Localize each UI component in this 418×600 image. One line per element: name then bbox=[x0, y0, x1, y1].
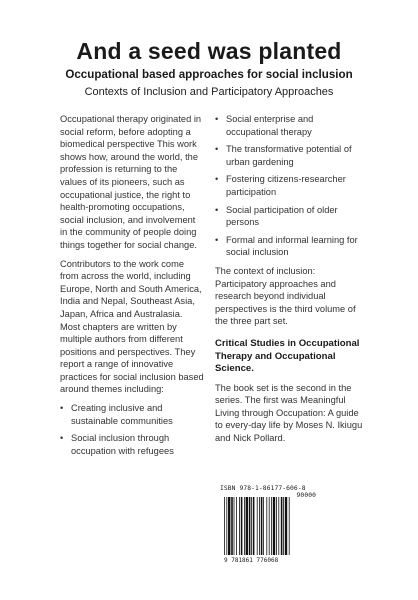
barcode-bar bbox=[224, 497, 225, 555]
list-item: • Social participation of older persons bbox=[215, 204, 363, 229]
barcode-bar bbox=[263, 497, 264, 555]
barcode-bar bbox=[276, 497, 277, 555]
series-paragraph: The book set is the second in the series. The first was Meaningful Living through Occupation: A guide to every-day life by Moses N. Ikiugu and Nick Pollard. bbox=[215, 382, 363, 444]
list-item: • The transformative potential of urban gardening bbox=[215, 143, 363, 168]
barcode-bar bbox=[246, 497, 248, 555]
barcode-bar bbox=[228, 497, 230, 555]
left-column bbox=[60, 113, 205, 463]
volume-subtitle: Contexts of Inclusion and Participatory Approaches bbox=[84, 86, 334, 98]
barcode-bar bbox=[244, 497, 245, 555]
list-item: • Creating inclusive and sustainable communities bbox=[60, 402, 205, 427]
barcode-bar bbox=[285, 497, 287, 555]
barcode-graphic bbox=[223, 497, 318, 555]
book-title: And a seed was planted bbox=[76, 38, 342, 64]
themes-list-right bbox=[215, 113, 363, 259]
list-item: • Social enterprise and occupational therapy bbox=[215, 113, 363, 138]
barcode-bar bbox=[289, 497, 290, 555]
price-code: 90000 bbox=[296, 492, 316, 499]
barcode-bar bbox=[271, 497, 272, 555]
barcode-bar bbox=[234, 497, 235, 555]
series-heading: Critical Studies in Occupational Therapy and Occupational Science. bbox=[215, 337, 360, 375]
barcode-bar bbox=[231, 497, 233, 555]
barcode-bar bbox=[269, 497, 270, 555]
barcode-bar bbox=[257, 497, 258, 555]
themes-list-left bbox=[60, 402, 205, 457]
barcode-bar bbox=[241, 497, 243, 555]
book-subtitle: Occupational based approaches for social inclusion bbox=[65, 68, 353, 81]
barcode-bar bbox=[261, 497, 263, 555]
barcode-bar bbox=[283, 497, 284, 555]
barcode-digits: 9 781861 776068 bbox=[224, 557, 279, 564]
barcode-bar bbox=[278, 497, 279, 555]
barcode-bar bbox=[273, 497, 275, 555]
right-column bbox=[215, 113, 363, 451]
list-item: • Social inclusion through occupation with refugees bbox=[60, 432, 205, 457]
barcode-bar bbox=[249, 497, 251, 555]
context-paragraph: The context of inclusion: Participatory approaches and research beyond individual perspectives is the third volume of the three part set. bbox=[215, 265, 356, 327]
barcode-bar bbox=[239, 497, 240, 555]
barcode-bar bbox=[266, 497, 267, 555]
barcode-bar bbox=[236, 497, 237, 555]
barcode-bar bbox=[259, 497, 260, 555]
barcode-bar bbox=[226, 497, 227, 555]
intro-paragraph: Occupational therapy originated in social reform, before adopting a biomedical perspective This work shows how, around the world, the profession is returning to the values of its pioneers, such as occupational justice, the right to health-promoting occupations, social inclusion, and involvement in the community of people doing things together for social change. bbox=[60, 114, 202, 250]
barcode-bar bbox=[251, 497, 252, 555]
isbn-number: ISBN 978-1-86177-606-8 bbox=[220, 485, 306, 492]
barcode-bar bbox=[281, 497, 283, 555]
contributors-paragraph: Contributors to the work come from across the world, including Europe, North and South America, India and Nepal, Southeast Asia, Japan, Africa and Australasia. Most chapters are written by multiple authors from different positions and perspectives. They report a range of innovative practices for social inclusion based around themes including: bbox=[60, 258, 204, 395]
barcode-bar bbox=[253, 497, 255, 555]
list-item: • Fostering citizens-researcher participation bbox=[215, 173, 363, 198]
list-item: • Formal and informal learning for social inclusion bbox=[215, 234, 363, 259]
isbn-barcode bbox=[220, 485, 320, 567]
